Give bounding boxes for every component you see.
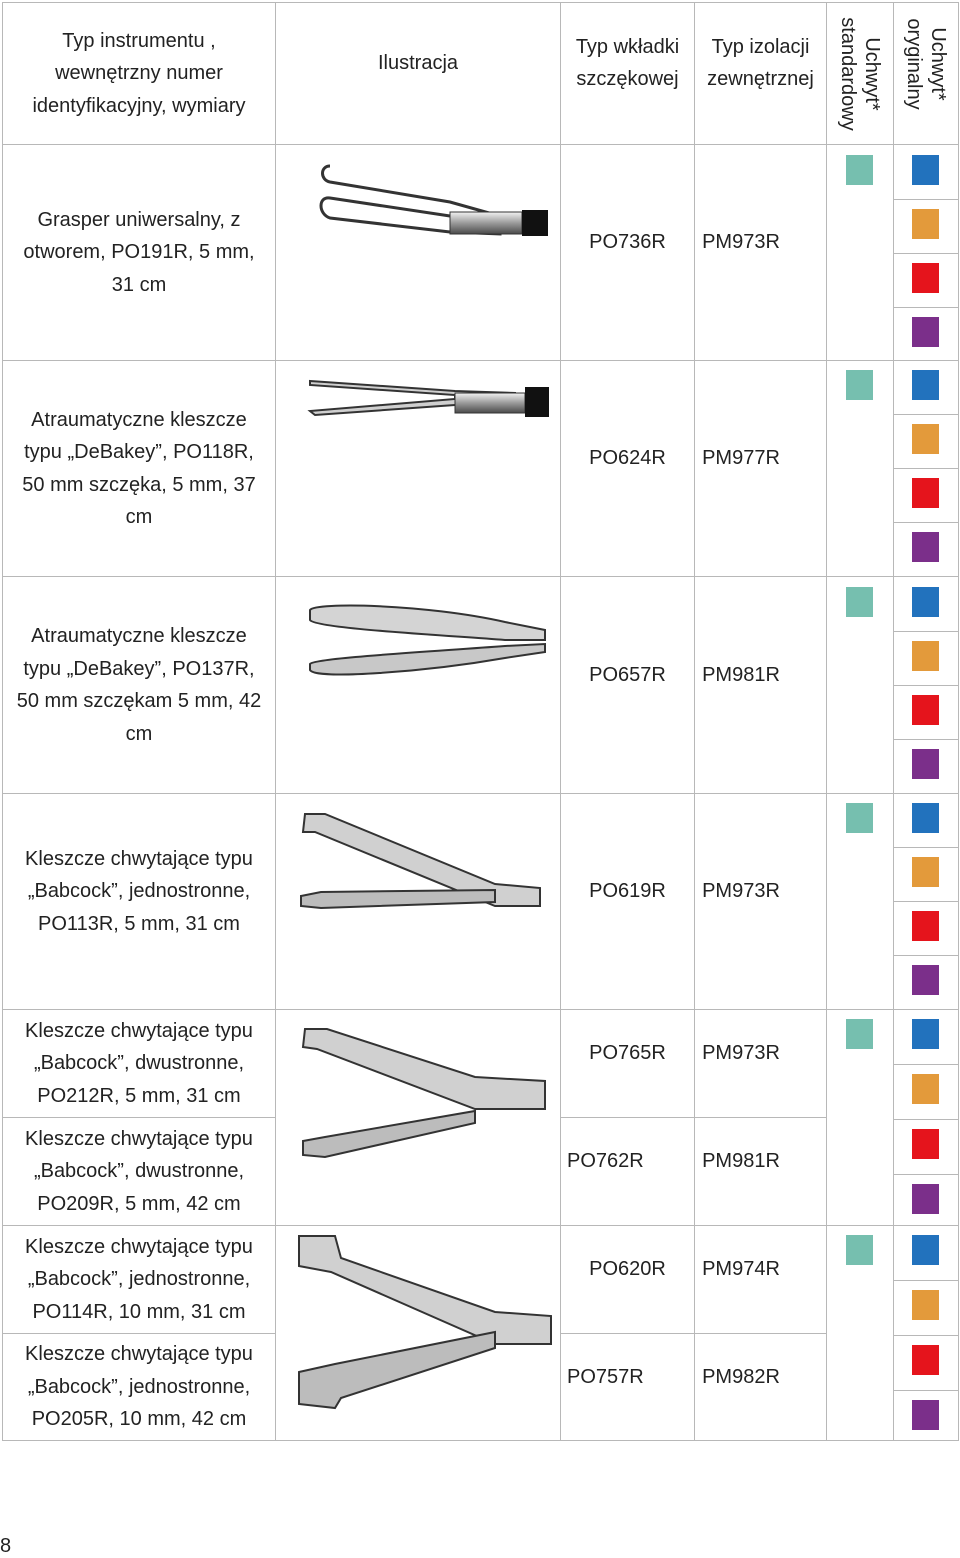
original-handle-swatch-red bbox=[912, 478, 939, 508]
handle-subrow-line bbox=[893, 199, 959, 200]
original-handle-swatch-blue bbox=[912, 803, 939, 833]
header-instrument-type: Typ instrumentu , wewnętrzny numer identyfikacyjny, wymiary bbox=[32, 29, 246, 117]
instrument-illustration-debakey-42 bbox=[305, 600, 550, 685]
original-handle-swatch-blue bbox=[912, 587, 939, 617]
standard-handle-swatch-6 bbox=[846, 1235, 873, 1265]
original-handle-swatch-orange bbox=[912, 209, 939, 239]
handle-subrow-line bbox=[893, 685, 959, 686]
row2-description: Atraumatyczne kleszcze typu „DeBakey”, PO118R, 50 mm szczęka, 5 mm, 37 cm bbox=[22, 408, 256, 528]
original-handle-swatch-orange bbox=[912, 1290, 939, 1320]
row6-insulation: PM981R bbox=[702, 1149, 780, 1172]
instrument-illustration-debakey-37 bbox=[305, 375, 550, 425]
original-handle-swatch-orange bbox=[912, 424, 939, 454]
original-handle-swatch-purple bbox=[912, 317, 939, 347]
header-original-handle: Uchwyt* oryginalny bbox=[903, 18, 949, 110]
original-handle-swatch-purple bbox=[912, 965, 939, 995]
row4-insulation: PM973R bbox=[702, 880, 780, 903]
grid-bottom bbox=[2, 1440, 958, 1441]
original-handle-swatch-blue bbox=[912, 155, 939, 185]
handle-subrow-line bbox=[893, 522, 959, 523]
row5-jaw: PO765R bbox=[589, 1041, 666, 1064]
handle-subrow-line bbox=[893, 1390, 959, 1391]
handle-subrow-line bbox=[893, 414, 959, 415]
handle-subrow-line bbox=[893, 955, 959, 956]
original-handle-swatch-orange bbox=[912, 641, 939, 671]
header-standard-handle: Uchwyt* standardowy bbox=[837, 16, 883, 131]
row1-insulation: PM973R bbox=[702, 231, 780, 254]
original-handle-swatch-purple bbox=[912, 1400, 939, 1430]
original-handle-swatch-red bbox=[912, 1129, 939, 1159]
header-illustration: Ilustracja bbox=[377, 51, 459, 74]
handle-subrow-line bbox=[893, 1280, 959, 1281]
row2-jaw: PO624R bbox=[589, 447, 666, 470]
original-handle-swatch-red bbox=[912, 911, 939, 941]
row1-jaw: PO736R bbox=[589, 231, 666, 254]
handle-subrow-line bbox=[893, 307, 959, 308]
row3-jaw: PO657R bbox=[589, 663, 666, 686]
standard-handle-swatch-3 bbox=[846, 587, 873, 617]
handle-subrow-line bbox=[893, 253, 959, 254]
row2-insulation: PM977R bbox=[702, 447, 780, 470]
row7-description: Kleszcze chwytające typu „Babcock”, jednostronne, PO114R, 10 mm, 31 cm bbox=[25, 1235, 253, 1323]
standard-handle-swatch-2 bbox=[846, 370, 873, 400]
row3-insulation: PM981R bbox=[702, 663, 780, 686]
row8-description: Kleszcze chwytające typu „Babcock”, jednostronne, PO205R, 10 mm, 42 cm bbox=[25, 1343, 253, 1431]
row6-description: Kleszcze chwytające typu „Babcock”, dwustronne, PO209R, 5 mm, 42 cm bbox=[25, 1127, 253, 1215]
handle-subrow-line bbox=[893, 1119, 959, 1120]
handle-subrow-line bbox=[893, 1335, 959, 1336]
original-handle-swatch-red bbox=[912, 1345, 939, 1375]
instrument-illustration-grasper bbox=[300, 158, 550, 248]
original-handle-swatch-red bbox=[912, 263, 939, 293]
original-handle-swatch-purple bbox=[912, 749, 939, 779]
row1-description: Grasper uniwersalny, z otworem, PO191R, 5 mm, 31 cm bbox=[23, 208, 255, 296]
standard-handle-swatch-5 bbox=[846, 1019, 873, 1049]
instrument-illustration-babcock-113 bbox=[295, 810, 545, 915]
standard-handle-swatch-1 bbox=[846, 155, 873, 185]
row4-jaw: PO619R bbox=[589, 880, 666, 903]
original-handle-swatch-blue bbox=[912, 1235, 939, 1265]
row5-insulation: PM973R bbox=[702, 1041, 780, 1064]
handle-subrow-line bbox=[893, 1064, 959, 1065]
grid-v1 bbox=[275, 2, 276, 1441]
original-handle-swatch-purple bbox=[912, 532, 939, 562]
handle-subrow-line bbox=[893, 1174, 959, 1175]
handle-subrow-line bbox=[893, 901, 959, 902]
standard-handle-swatch-4 bbox=[846, 803, 873, 833]
header-jaw-insert: Typ wkładki szczękowej bbox=[575, 35, 680, 90]
handle-subrow-line bbox=[893, 847, 959, 848]
instrument-illustration-babcock-212 bbox=[295, 1025, 550, 1215]
handle-subrow-line bbox=[893, 631, 959, 632]
row7-jaw: PO620R bbox=[589, 1257, 666, 1280]
original-handle-swatch-orange bbox=[912, 857, 939, 887]
row6-jaw: PO762R bbox=[567, 1149, 644, 1172]
row4-description: Kleszcze chwytające typu „Babcock”, jednostronne, PO113R, 5 mm, 31 cm bbox=[25, 847, 253, 935]
row5-description: Kleszcze chwytające typu „Babcock”, dwustronne, PO212R, 5 mm, 31 cm bbox=[25, 1019, 253, 1107]
header-insulation: Typ izolacji zewnętrznej bbox=[707, 35, 814, 90]
original-handle-swatch-purple bbox=[912, 1184, 939, 1214]
row3-description: Atraumatyczne kleszcze typu „DeBakey”, PO137R, 50 mm szczękam 5 mm, 42 cm bbox=[16, 625, 262, 745]
handle-subrow-line bbox=[893, 468, 959, 469]
instrument-illustration-babcock-114 bbox=[295, 1232, 553, 1432]
original-handle-swatch-red bbox=[912, 695, 939, 725]
handle-subrow-line bbox=[893, 739, 959, 740]
original-handle-swatch-orange bbox=[912, 1074, 939, 1104]
page-number: 8 bbox=[0, 1535, 12, 1557]
original-handle-swatch-blue bbox=[912, 1019, 939, 1049]
grid-v5 bbox=[893, 2, 894, 1441]
row8-jaw: PO757R bbox=[567, 1365, 644, 1388]
grid-v4 bbox=[826, 2, 827, 1441]
grid-v6 bbox=[958, 2, 959, 1441]
row8-insulation: PM982R bbox=[702, 1365, 780, 1388]
original-handle-swatch-blue bbox=[912, 370, 939, 400]
row7-insulation: PM974R bbox=[702, 1257, 780, 1280]
